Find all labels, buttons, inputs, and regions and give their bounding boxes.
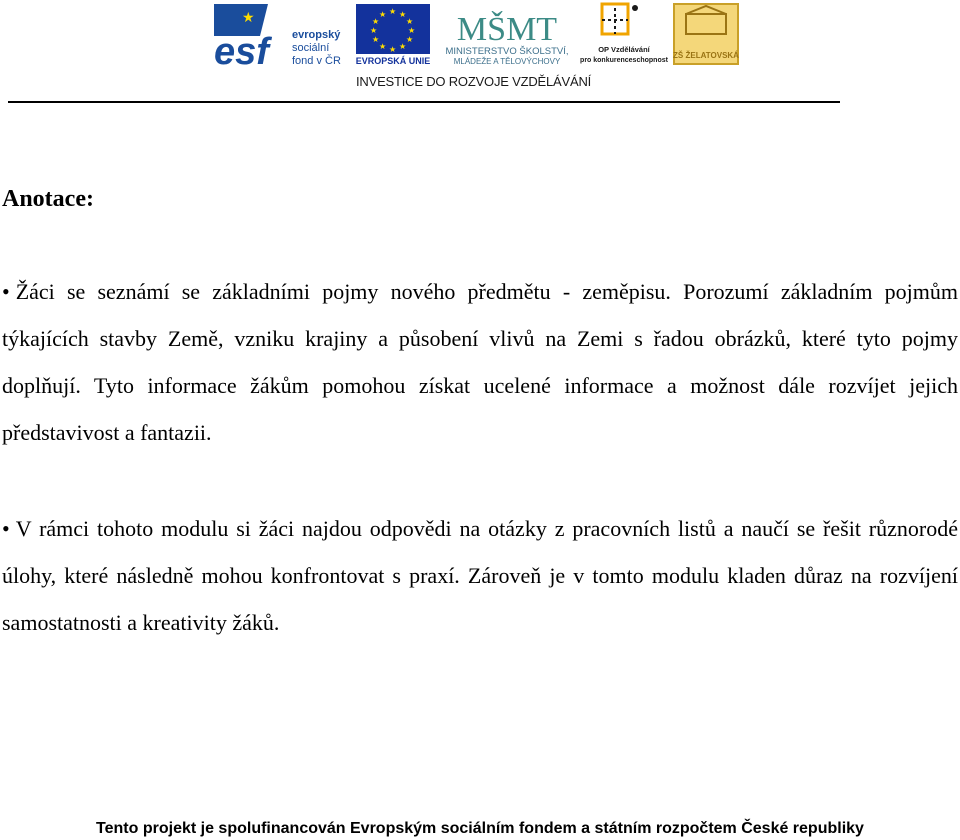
paragraph-text: Žáci se seznámí se základními pojmy nového předmětu - zeměpisu. Porozumí základním pojmům týkajících stavby Země, vzniku krajiny a působení vlivů na Zemi s řadou obrázků, které tyto pojmy doplňují. Tyto informace žákům pomohou získat ucelené informace a možnost dále rozvíjet jejich představivost a fantazii. (2, 279, 958, 445)
banner-caption: INVESTICE DO ROZVOJE VZDĚLÁVÁNÍ (356, 74, 592, 89)
footer-note: Tento projekt je spolufinancován Evropským sociálním fondem a státním rozpočtem České republiky (96, 820, 864, 837)
paragraph-text: V rámci tohoto modulu si žáci najdou odpovědi na otázky z pracovních listů a naučí se řešit různorodé úlohy, které následně mohou konfrontovat s praxí. Zároveň je v tomto modulu kladen důraz na rozvíjení samostatnosti a kreativity žáků. (2, 516, 958, 635)
school-caption: ZŠ ŽELATOVSKÁ (673, 51, 739, 60)
eu-caption: EVROPSKÁ UNIE (355, 56, 431, 66)
svg-text:★: ★ (389, 7, 397, 16)
esf-logo (212, 2, 352, 66)
svg-text:★: ★ (406, 35, 414, 44)
header-divider (8, 101, 840, 103)
esf-text-2: sociální (292, 42, 330, 54)
school-logo (672, 2, 740, 66)
svg-text:★: ★ (372, 35, 380, 44)
svg-text:★: ★ (408, 26, 416, 35)
esf-mark: esf (214, 31, 269, 66)
section-heading: Anotace: (2, 186, 94, 212)
msmt-logo (437, 0, 577, 66)
svg-text:★: ★ (399, 42, 407, 51)
op-text-1: OP Vzdělávání (598, 45, 650, 54)
svg-text:★: ★ (370, 26, 378, 35)
svg-text:★: ★ (379, 10, 387, 19)
esf-text-3: fond v ČR (292, 55, 341, 66)
msmt-text-1: MINISTERSTVO ŠKOLSTVÍ, (445, 46, 569, 57)
esf-text-1: evropský (292, 29, 341, 41)
msmt-mark: MŠMT (456, 11, 558, 48)
svg-text:★: ★ (372, 17, 380, 26)
svg-text:★: ★ (379, 42, 387, 51)
bullet-point: • (2, 279, 10, 304)
eu-flag-logo (354, 2, 434, 66)
op-vzdelavani-logo (580, 0, 668, 66)
annotation-paragraph (2, 268, 958, 456)
svg-text:★: ★ (406, 17, 414, 26)
annotation-paragraph (2, 505, 958, 646)
op-text-2: pro konkurenceschopnost (580, 57, 668, 64)
svg-text:★: ★ (389, 45, 397, 54)
svg-text:★: ★ (242, 10, 255, 26)
bullet-point: • (2, 516, 10, 541)
svg-text:★: ★ (399, 10, 407, 19)
msmt-text-2: MLÁDEŽE A TĚLOVÝCHOVY (453, 57, 561, 66)
